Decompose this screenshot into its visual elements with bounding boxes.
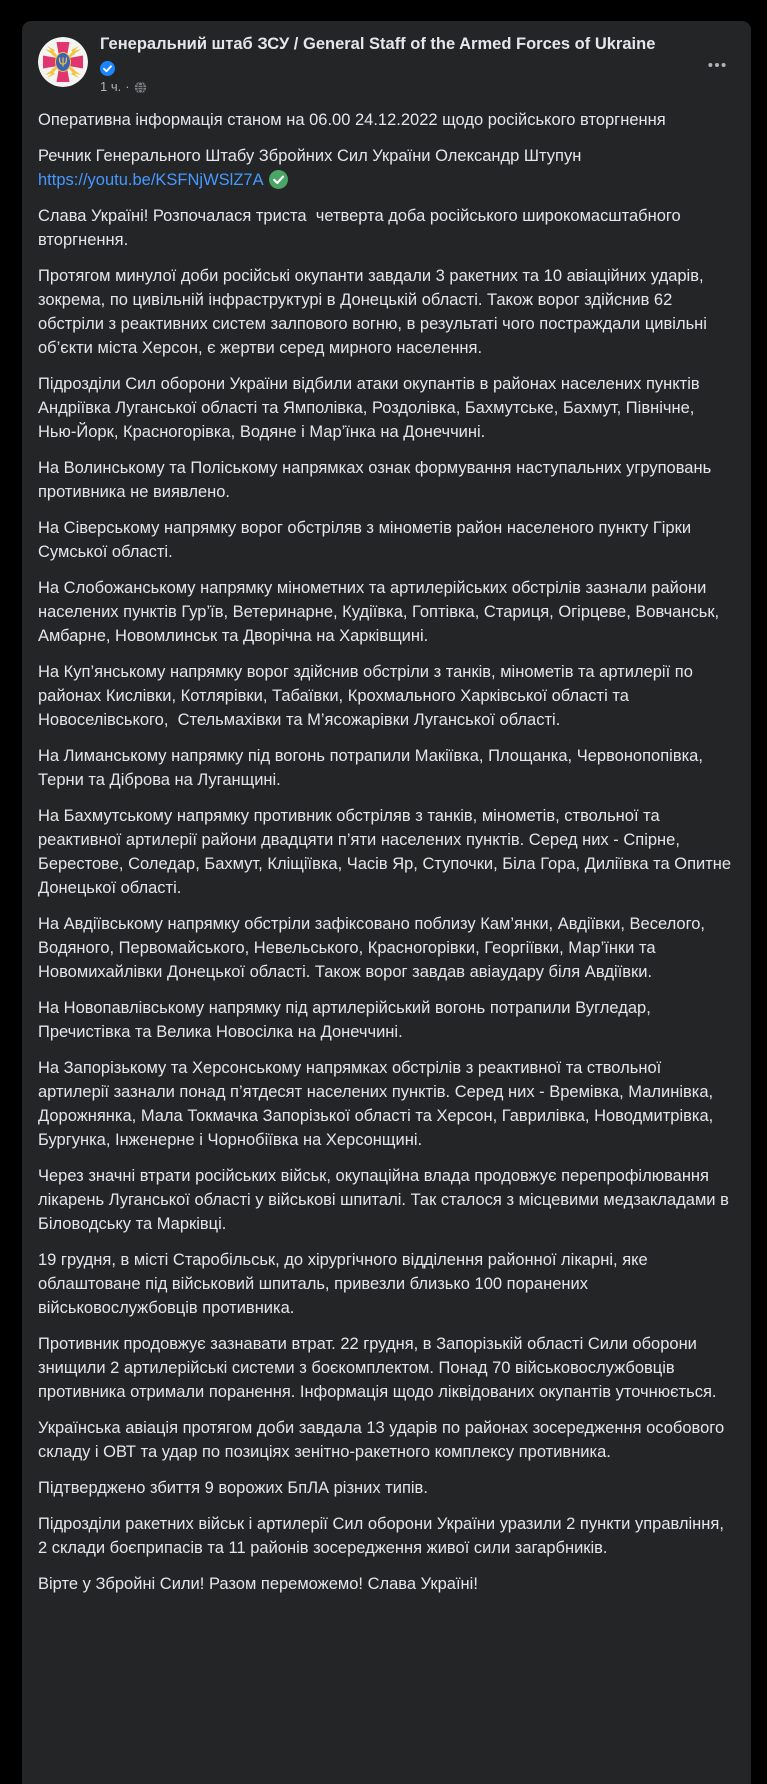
- globe-icon: [134, 81, 147, 94]
- post-paragraph: Через значні втрати російських військ, окупаційна влада продовжує перепрофілювання лікарень Луганської області у військові шпиталі. Так сталося з місцевими медзакладами в Біловодську та Марківці.: [38, 1167, 734, 1233]
- post-header: [38, 33, 735, 95]
- verified-badge-icon: [100, 61, 115, 76]
- ellipsis-menu-icon: [707, 55, 727, 75]
- post-paragraph: На Запорізькому та Херсонському напрямках обстрілів з реактивної та ствольної артилерії зазнали понад п’ятдесят населених пунктів. Серед них - Времівка, Малинівка, Дорожнянка, Мала Токмачка Запорізької області та Херсон, Гаврилівка, Новодмитрівка, Бургунка, Інженерне і Чорнобіївка на Херсонщині.: [38, 1059, 718, 1149]
- meta-separator: ·: [125, 79, 130, 94]
- post-paragraph: Протягом минулої доби російські окупанти завдали 3 ракетних та 10 авіаційних ударів, зокрема, по цивільній інфраструктурі в Донецькій області. Також ворог здійснив 62 обстріли з реактивних систем залпового вогню, в результаті чого постраждали цивільні об’єкти міста Херсон, є жертви серед мирного населення.: [38, 267, 712, 357]
- post-body: [38, 108, 735, 1596]
- green-check-emoji: [269, 170, 288, 189]
- header-text-block: [100, 33, 735, 95]
- post-paragraph: Українська авіація протягом доби завдала 13 ударів по районах зосередження особового складу і ОВТ та удар по позиціях зенітно-ракетного комплексу противника.: [38, 1419, 729, 1461]
- post-paragraph: Вірте у Збройні Сили! Разом переможемо! Слава Україні!: [38, 1575, 478, 1593]
- general-staff-emblem-icon: [38, 37, 88, 87]
- post-speaker-paragraph: [38, 144, 735, 192]
- page-name-link[interactable]: Генеральний штаб ЗСУ / General Staff of the Armed Forces of Ukraine: [100, 35, 656, 53]
- post-paragraph: На Авдіївському напрямку обстріли зафіксовано поблизу Кам’янки, Авдіївки, Веселого, Водяного, Первомайського, Невельського, Красногорівки, Георгіївки, Мар’їнки та Новомихайлівки Донецької області. Також ворог завдав авіаудару біля Авдіївки.: [38, 915, 710, 981]
- post-intro-paragraph: Оперативна інформація станом на 06.00 24.12.2022 щодо російського вторгнення: [38, 111, 666, 129]
- avatar[interactable]: [38, 37, 88, 87]
- post-paragraph: Противник продовжує зазнавати втрат. 22 грудня, в Запорізькій області Сили оборони знищили 2 артилерійські системи з боєкомплектом. Понад 70 військовослужбовців противника отримали поранення. Інформація щодо ліквідованих окупантів уточнюється.: [38, 1335, 717, 1401]
- post-paragraph: На Сіверському напрямку ворог обстріляв з мінометів район населеного пункту Гірки Сумської області.: [38, 519, 696, 561]
- youtube-link[interactable]: https://youtu.be/KSFNjWSlZ7A: [38, 171, 264, 189]
- post-paragraph: На Волинському та Поліському напрямках ознак формування наступальних угруповань противника не виявлено.: [38, 459, 716, 501]
- post-paragraph: На Бахмутському напрямку противник обстріляв з танків, мінометів, ствольної та реактивної артилерії райони двадцяти п’яти населених пунктів. Серед них - Спірне, Берестове, Соледар, Бахмут, Кліщіївка, Часів Яр, Ступочки, Біла Гора, Диліївка та Опитне Донецької області.: [38, 807, 736, 897]
- post-paragraph: На Лиманському напрямку під вогонь потрапили Макіївка, Площанка, Червонопопівка, Терни та Діброва на Луганщині.: [38, 747, 708, 789]
- timestamp[interactable]: 1 ч.: [100, 79, 122, 94]
- post-paragraph: На Куп’янському напрямку ворог здійснив обстріли з танків, мінометів та артилерії по районах Кислівки, Котлярівки, Табаївки, Крохмального Харківської області та Новоселівського, Стельмахівки та М’ясожарівки Луганської області.: [38, 663, 698, 729]
- speaker-text: Речник Генерального Штабу Збройних Сил України Олександр Штупун: [38, 147, 582, 165]
- post-paragraph: На Новопавлівському напрямку під артилерійський вогонь потрапили Вугледар, Пречистівка та Велика Новосілка на Донеччині.: [38, 999, 656, 1041]
- post-paragraph: Підрозділи ракетних військ і артилерії Сил оборони України уразили 2 пункти управління, 2 склади боєприпасів та 11 районів зосередження живої сили загарбників.: [38, 1515, 729, 1557]
- post-paragraph: Підрозділи Сил оборони України відбили атаки окупантів в районах населених пунктів Андріївка Луганської області та Ямполівка, Роздолівка, Бахмутське, Бахмут, Північне, Нью-Йорк, Красногорівка, Водяне і Мар’їнка на Донеччині.: [38, 375, 705, 441]
- post-card: [22, 21, 751, 1784]
- svg-text:Ψ: Ψ: [58, 55, 68, 70]
- post-paragraph: Підтверджено збиття 9 ворожих БпЛА різних типів.: [38, 1479, 428, 1497]
- post-meta[interactable]: [100, 79, 735, 95]
- badge-row: [100, 60, 735, 76]
- post-paragraph: На Слобожанському напрямку мінометних та артилерійських обстрілів зазнали райони населених пунктів Гур’їв, Ветеринарне, Кудіївка, Гоптівка, Стариця, Огірцеве, Вовчанськ, Амбарне, Новомлинськ та Дворічна на Харківщині.: [38, 579, 724, 645]
- post-paragraph: Слава Україні! Розпочалася триста четверта доба російського широкомасштабного вторгнення.: [38, 207, 686, 249]
- post-paragraph: 19 грудня, в місті Старобільськ, до хірургічного відділення районної лікарні, яке облаштоване під військовий шпиталь, привезли близько 100 поранених військовослужбовців противника.: [38, 1251, 653, 1317]
- post-options-button[interactable]: [699, 47, 735, 83]
